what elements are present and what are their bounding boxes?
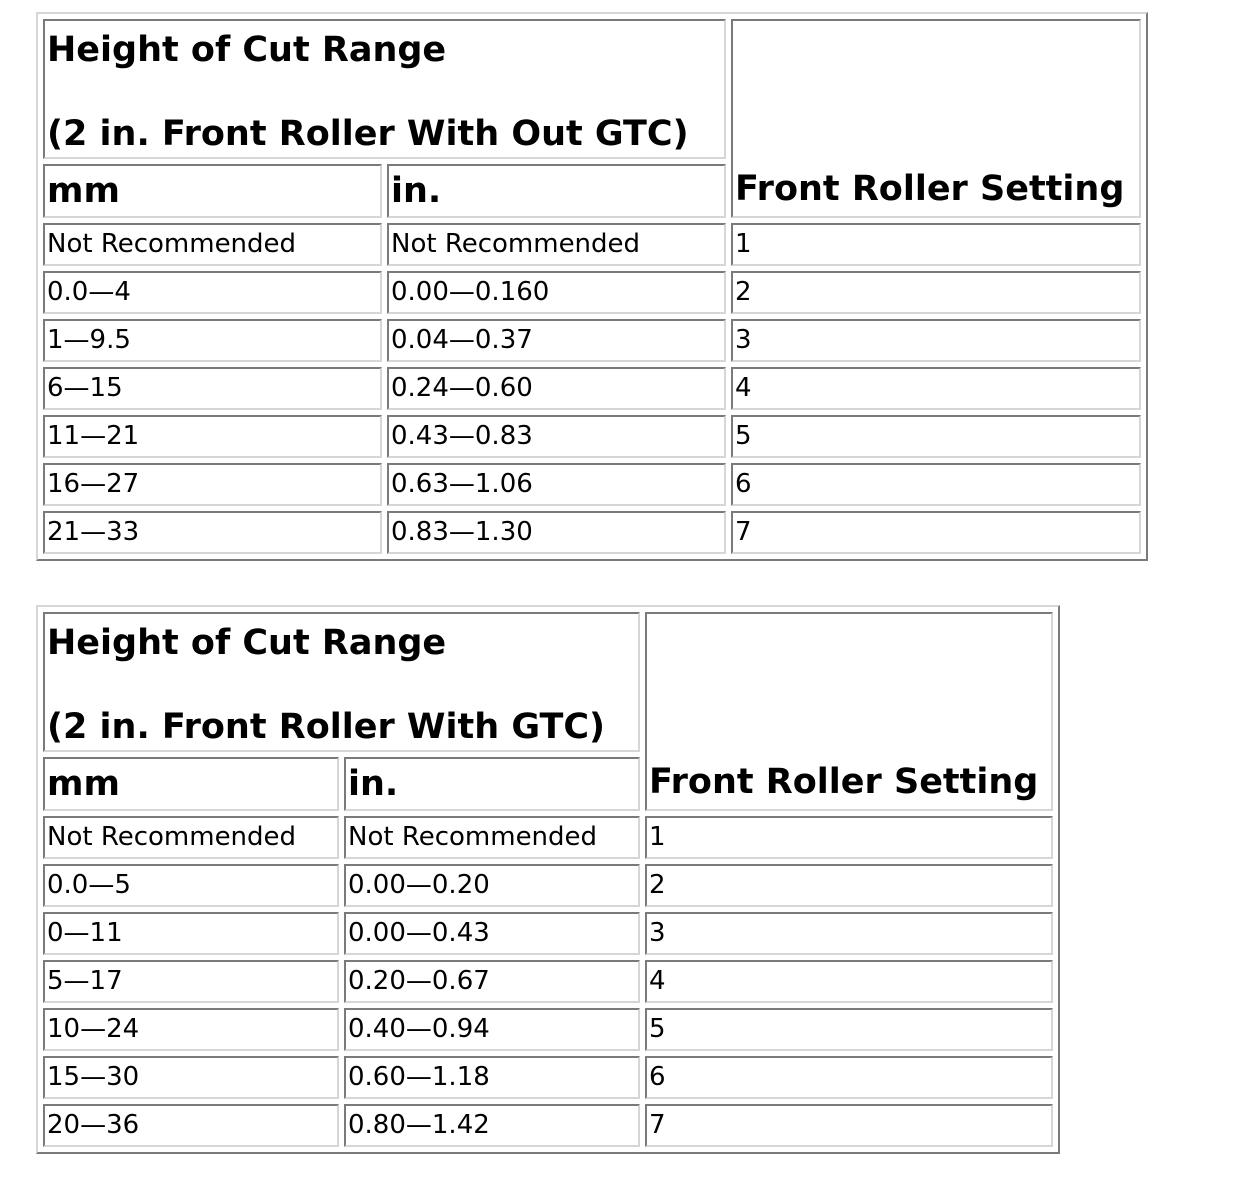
cell-in: Not Recommended: [344, 816, 640, 859]
cell-setting: 2: [731, 271, 1141, 314]
table-row: [43, 319, 1141, 362]
table-row: [43, 367, 1141, 410]
cell-mm: 5—17: [43, 960, 339, 1003]
cell-mm: 0.0—5: [43, 864, 339, 907]
cell-mm: 1—9.5: [43, 319, 382, 362]
cell-setting: 3: [731, 319, 1141, 362]
cell-setting: 3: [645, 912, 1053, 955]
table-row: [43, 816, 1053, 859]
cell-in: Not Recommended: [387, 223, 726, 266]
table-row: [43, 1056, 1053, 1099]
column-header-in: in.: [387, 164, 726, 218]
cell-setting: 7: [731, 511, 1141, 554]
cell-setting: 7: [645, 1104, 1053, 1147]
cell-mm: 21—33: [43, 511, 382, 554]
column-header-mm: mm: [43, 757, 339, 811]
table-row: [43, 1104, 1053, 1147]
cell-in: 0.63—1.06: [387, 463, 726, 506]
table-row: [43, 223, 1141, 266]
column-header-in: in.: [344, 757, 640, 811]
cell-setting: 6: [645, 1056, 1053, 1099]
cell-mm: 20—36: [43, 1104, 339, 1147]
table-title: [43, 612, 640, 752]
cell-in: 0.43—0.83: [387, 415, 726, 458]
cell-mm: Not Recommended: [43, 223, 382, 266]
height-of-cut-table-without-gtc: [36, 12, 1148, 561]
cell-setting: 4: [645, 960, 1053, 1003]
cell-in: 0.60—1.18: [344, 1056, 640, 1099]
column-header-front-roller-setting: Front Roller Setting: [731, 19, 1141, 218]
table-row: [43, 960, 1053, 1003]
cell-mm: 0.0—4: [43, 271, 382, 314]
table-title: [43, 19, 726, 159]
table-title-line2: (2 in. Front Roller With Out GTC): [47, 114, 689, 154]
cell-mm: 6—15: [43, 367, 382, 410]
cell-in: 0.80—1.42: [344, 1104, 640, 1147]
column-header-mm: mm: [43, 164, 382, 218]
table-row: [43, 271, 1141, 314]
table-title-line1: Height of Cut Range: [47, 623, 447, 663]
cell-in: 0.24—0.60: [387, 367, 726, 410]
cell-mm: 15—30: [43, 1056, 339, 1099]
column-header-front-roller-setting: Front Roller Setting: [645, 612, 1053, 811]
cell-in: 0.00—0.43: [344, 912, 640, 955]
cell-in: 0.00—0.160: [387, 271, 726, 314]
cell-in: 0.20—0.67: [344, 960, 640, 1003]
table-row: [43, 511, 1141, 554]
table-row: [43, 415, 1141, 458]
table-title-row: [43, 19, 1141, 159]
cell-in: 0.40—0.94: [344, 1008, 640, 1051]
cell-setting: 6: [731, 463, 1141, 506]
cell-setting: 5: [731, 415, 1141, 458]
table-row: [43, 463, 1141, 506]
cell-setting: 1: [731, 223, 1141, 266]
cell-setting: 5: [645, 1008, 1053, 1051]
cell-setting: 2: [645, 864, 1053, 907]
table-row: [43, 1008, 1053, 1051]
cell-mm: 10—24: [43, 1008, 339, 1051]
cell-mm: Not Recommended: [43, 816, 339, 859]
cell-in: 0.83—1.30: [387, 511, 726, 554]
cell-in: 0.00—0.20: [344, 864, 640, 907]
cell-in: 0.04—0.37: [387, 319, 726, 362]
table-title-row: [43, 612, 1053, 752]
table-title-line1: Height of Cut Range: [47, 30, 447, 70]
table-row: [43, 864, 1053, 907]
cell-setting: 4: [731, 367, 1141, 410]
table-title-line2: (2 in. Front Roller With GTC): [47, 707, 606, 747]
cell-mm: 11—21: [43, 415, 382, 458]
cell-mm: 0—11: [43, 912, 339, 955]
table-row: [43, 912, 1053, 955]
height-of-cut-table-with-gtc: [36, 605, 1060, 1154]
cell-mm: 16—27: [43, 463, 382, 506]
cell-setting: 1: [645, 816, 1053, 859]
